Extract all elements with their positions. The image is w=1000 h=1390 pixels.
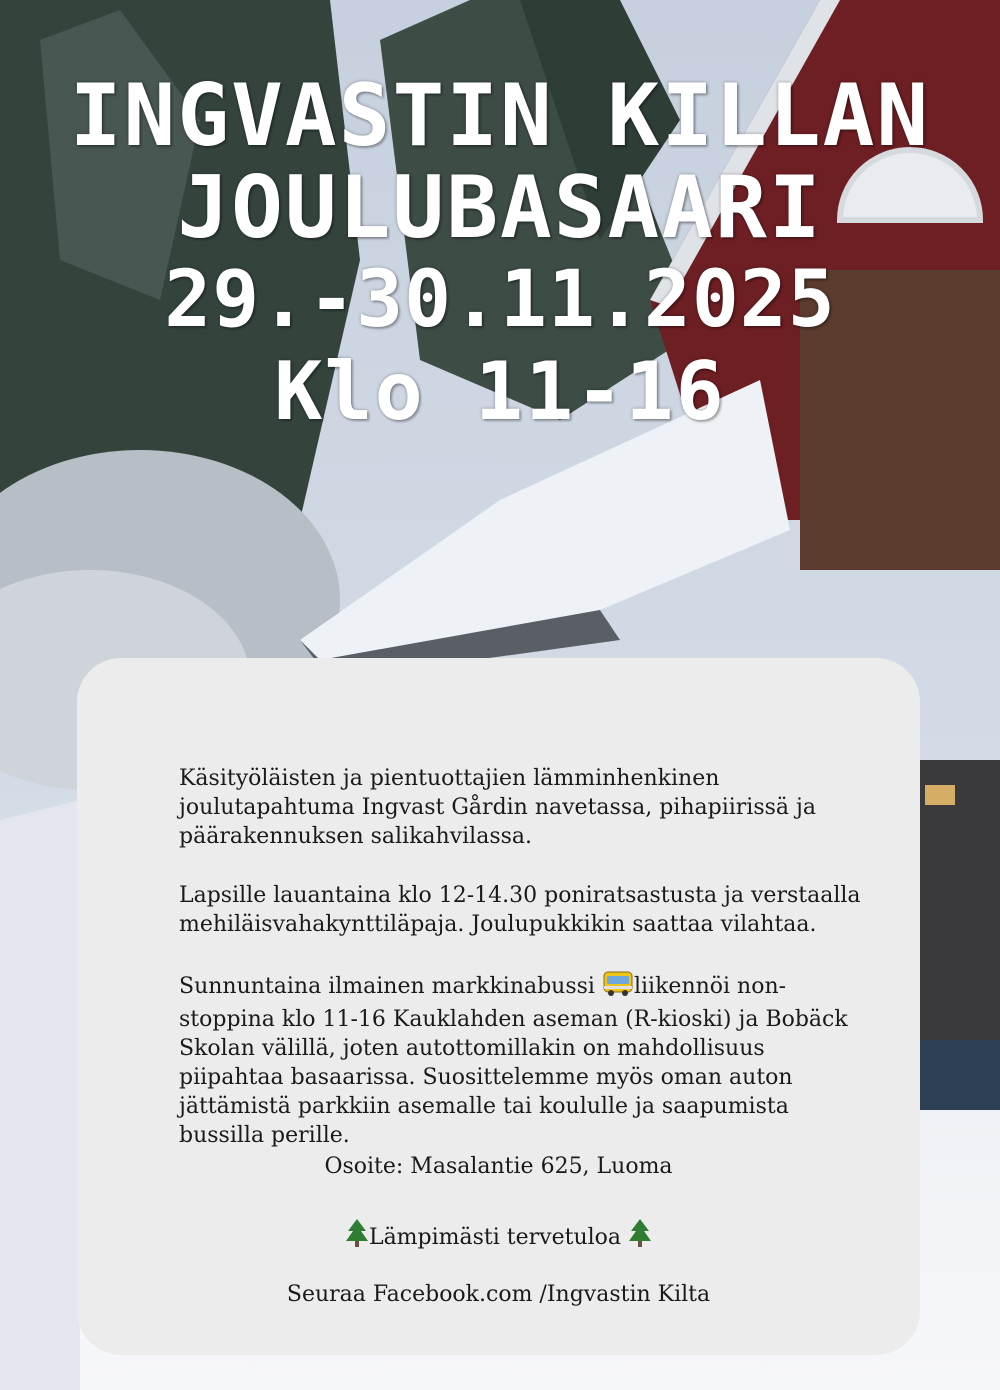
- christmas-tree-icon: [345, 1218, 369, 1254]
- bus-icon: [602, 969, 634, 1005]
- title-line-guild: INGVASTIN KILLAN: [69, 66, 931, 166]
- info-body: [179, 764, 869, 1180]
- intro-paragraph: Käsityöläisten ja pientuottajien lämminhenkinen joulutapahtuma Ingvast Gårdin navetassa, pihapiirissä ja päärakennuksen salikahvilassa.: [179, 766, 816, 849]
- welcome-line: [77, 1218, 920, 1254]
- christmas-tree-icon: [628, 1218, 652, 1254]
- kids-paragraph: Lapsille lauantaina klo 12-14.30 poniratsastusta ja verstaalla mehiläisvahakynttiläpaja. Joulupukkikin saattaa vilahtaa.: [179, 883, 861, 937]
- event-title: [0, 66, 1000, 438]
- address-line: Osoite: Masalantie 625, Luoma: [324, 1154, 673, 1179]
- bus-paragraph: [179, 969, 869, 1150]
- title-line-dates: 29.-30.11.2025: [164, 255, 836, 345]
- welcome-text: Lämpimästi tervetuloa: [368, 1225, 622, 1250]
- bus-text-end: liikennöi non-stoppina klo 11-16 Kauklahden aseman (R-kioski) ja Bobäck Skolan välillä, joten autottomillakin on mahdollisuus piipahtaa basaarissa. Suosittelemme myös oman auton jättämistä parkkiin asemalle tai koululle ja saapumista bussilla perille.: [179, 974, 848, 1148]
- title-line-bazaar: JOULUBASAARI: [177, 158, 823, 258]
- info-card: [77, 658, 920, 1355]
- facebook-link[interactable]: Seuraa Facebook.com /Ingvastin Kilta: [286, 1282, 711, 1307]
- bus-text-start: Sunnuntaina ilmainen markkinabussi: [179, 974, 595, 999]
- title-line-hours: Klo 11-16: [274, 345, 726, 438]
